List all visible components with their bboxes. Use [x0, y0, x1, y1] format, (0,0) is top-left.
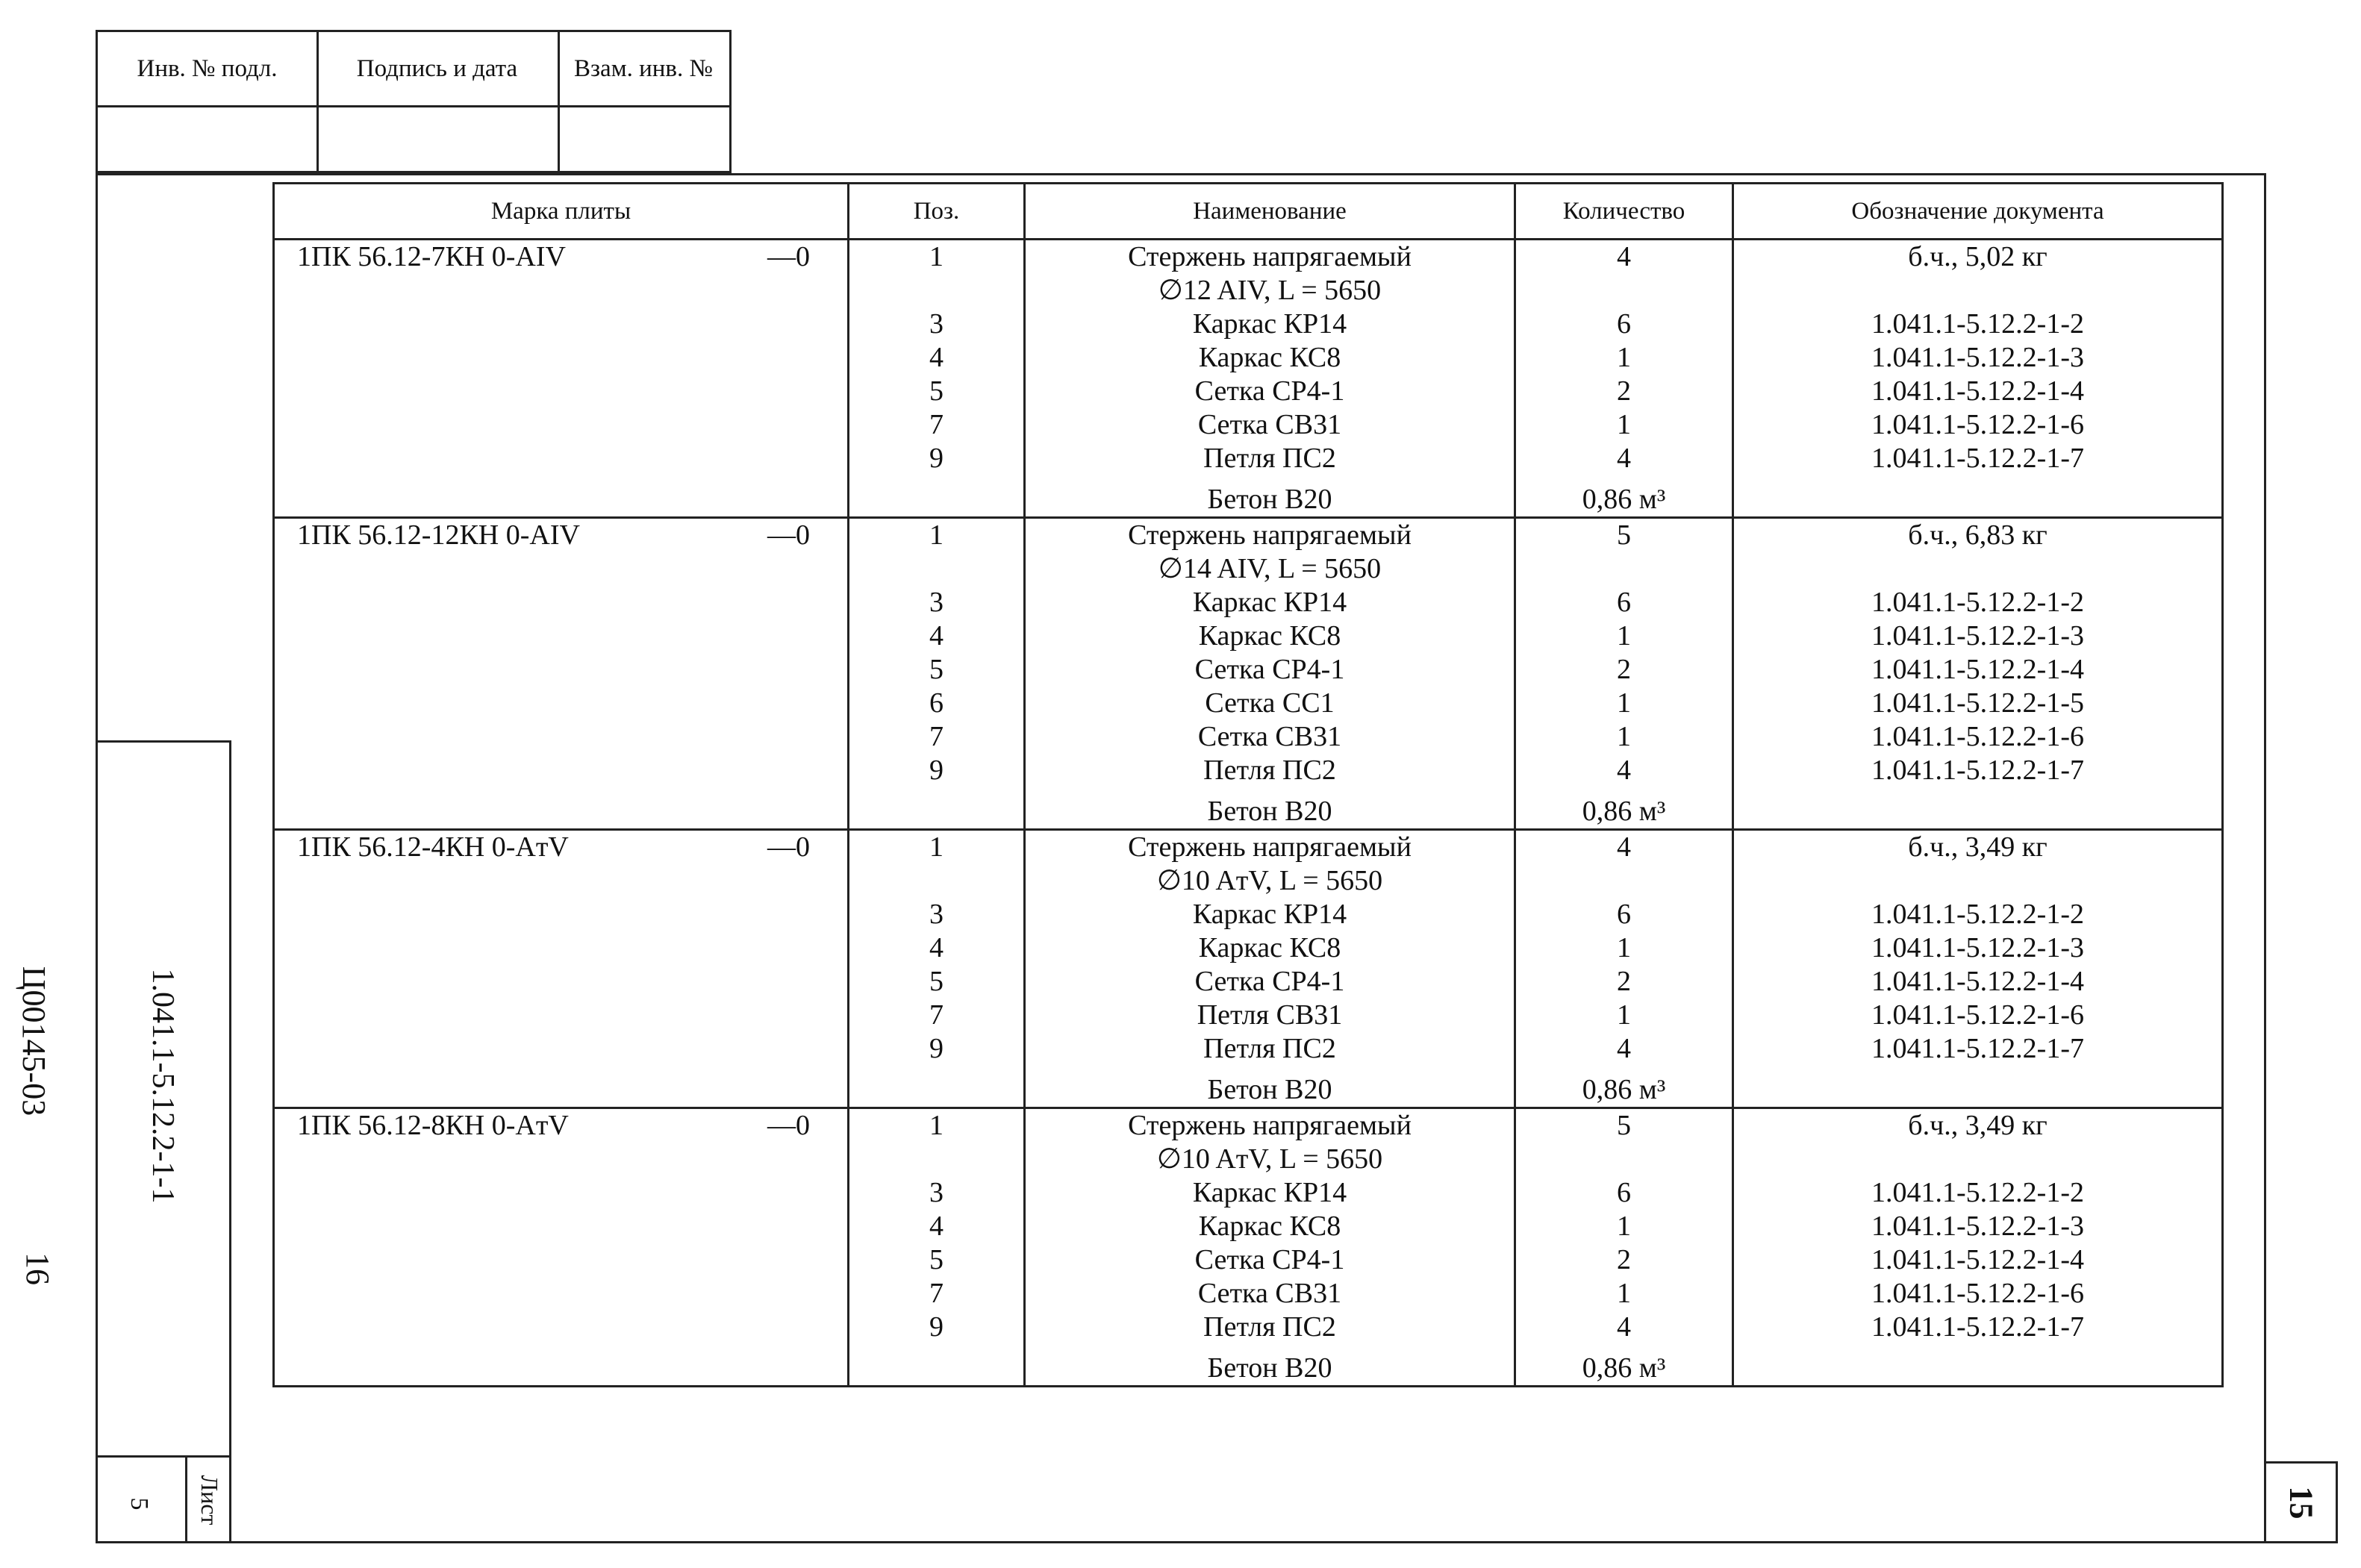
item-name: Сетка СР4-1 [1194, 375, 1345, 407]
document-ref: 1.041.1-5.12.2-1-4 [1871, 375, 2084, 407]
item-name: Каркас КР14 [1192, 587, 1347, 618]
item-quantity [1516, 552, 1732, 586]
stamp-col-signature [316, 32, 560, 175]
item-quantity: 5 [1617, 519, 1631, 551]
header-position: Поз. [849, 184, 1025, 240]
document-ref: 1.041.1-5.12.2-1-7 [1871, 1311, 2084, 1343]
item-name: Каркас КР14 [1192, 1177, 1347, 1208]
side-sheet-label: Лист [196, 1475, 223, 1525]
position: 9 [929, 1033, 944, 1064]
item-name: Каркас КС8 [1198, 932, 1341, 963]
position: 5 [929, 654, 944, 685]
item-name-cell [1025, 1108, 1515, 1387]
item-quantity: 1 [1617, 409, 1631, 440]
item-quantity: 4 [1617, 1033, 1631, 1064]
item-quantity [1516, 1143, 1732, 1176]
item-quantity: 4 [1617, 1311, 1631, 1343]
item-name: Каркас КР14 [1192, 899, 1347, 930]
position-cell [849, 240, 1025, 518]
document-ref: 1.041.1-5.12.2-1-3 [1871, 620, 2084, 652]
position-cell [849, 830, 1025, 1108]
position: 1 [929, 831, 944, 863]
item-name: Каркас КС8 [1198, 342, 1341, 373]
document-ref [1734, 274, 2221, 307]
position: 4 [929, 932, 944, 963]
item-quantity: 2 [1617, 654, 1631, 685]
header-document: Обозначение документа [1733, 184, 2223, 240]
table-row [274, 1108, 2223, 1387]
item-name-cell [1025, 240, 1515, 518]
slab-mark-suffix: —0 [767, 1110, 810, 1141]
item-quantity: 1 [1617, 687, 1631, 719]
frame-right-edge [2264, 173, 2266, 1543]
document-ref: 1.041.1-5.12.2-1-6 [1871, 721, 2084, 752]
item-quantity-cell [1515, 240, 1733, 518]
position: 4 [929, 1211, 944, 1242]
position-cell [849, 518, 1025, 830]
document-ref: 1.041.1-5.12.2-1-6 [1871, 999, 2084, 1031]
item-quantity: 1 [1617, 999, 1631, 1031]
item-name-concrete: Бетон В20 [1207, 484, 1332, 515]
table-header-row [274, 184, 2223, 240]
item-quantity: 5 [1617, 1110, 1631, 1141]
document-ref: б.ч., 3,49 кг [1908, 1110, 2047, 1141]
item-quantity-concrete: 0,86 м³ [1582, 1074, 1666, 1105]
position: 1 [929, 1110, 944, 1141]
item-name-concrete: Бетон В20 [1207, 796, 1332, 827]
document-ref-cell [1733, 830, 2223, 1108]
item-name-cell [1025, 830, 1515, 1108]
item-quantity: 1 [1617, 1211, 1631, 1242]
slab-mark: 1ПК 56.12-7КН 0-AIV [297, 241, 566, 272]
item-name: Каркас КР14 [1192, 308, 1347, 340]
item-quantity: 6 [1617, 899, 1631, 930]
item-quantity: 1 [1617, 932, 1631, 963]
item-name: Петля СВ31 [1197, 999, 1343, 1031]
item-name: Сетка СВ31 [1197, 721, 1342, 752]
position: 7 [929, 409, 944, 440]
blank-line [849, 483, 1023, 516]
side-doc-code-cell [96, 743, 231, 1458]
position: 9 [929, 443, 944, 474]
page-number: 15 [2283, 1486, 2319, 1519]
position: 4 [929, 342, 944, 373]
stamp-col-replacement [558, 32, 729, 175]
item-name-concrete: Бетон В20 [1207, 1074, 1332, 1105]
item-quantity: 6 [1617, 308, 1631, 340]
document-ref: 1.041.1-5.12.2-1-6 [1871, 1278, 2084, 1309]
slab-mark-cell [274, 830, 849, 1108]
blank-line [849, 1073, 1023, 1107]
item-quantity: 2 [1617, 1244, 1631, 1275]
blank-line [849, 795, 1023, 828]
document-ref: 1.041.1-5.12.2-1-7 [1871, 1033, 2084, 1064]
document-ref: 1.041.1-5.12.2-1-6 [1871, 409, 2084, 440]
blank-line [849, 1352, 1023, 1385]
specification-table [272, 182, 2224, 1387]
table-row [274, 518, 2223, 830]
item-quantity: 6 [1617, 1177, 1631, 1208]
side-sheet-number: 5 [125, 1497, 153, 1511]
document-ref: 1.041.1-5.12.2-1-3 [1871, 932, 2084, 963]
document-ref: б.ч., 3,49 кг [1908, 831, 2047, 863]
slab-mark-cell [274, 1108, 849, 1387]
item-quantity-concrete: 0,86 м³ [1582, 796, 1666, 827]
item-quantity: 4 [1617, 443, 1631, 474]
slab-mark: 1ПК 56.12-12КН 0-AIV [297, 519, 580, 551]
document-ref: 1.041.1-5.12.2-1-2 [1871, 1177, 2084, 1208]
position [849, 864, 1023, 898]
document-ref: 1.041.1-5.12.2-1-4 [1871, 966, 2084, 997]
blank-line [1734, 483, 2221, 516]
item-name-cell [1025, 518, 1515, 830]
item-name: Сетка СР4-1 [1194, 966, 1345, 997]
document-ref [1734, 1143, 2221, 1176]
position: 3 [929, 587, 944, 618]
item-quantity: 4 [1617, 241, 1631, 272]
slab-mark: 1ПК 56.12-4КН 0-AтV [297, 831, 569, 863]
item-quantity-cell [1515, 1108, 1733, 1387]
item-quantity: 6 [1617, 587, 1631, 618]
side-sheet-label-cell [185, 1455, 234, 1543]
table-row [274, 830, 2223, 1108]
item-quantity: 2 [1617, 375, 1631, 407]
slab-mark: 1ПК 56.12-8КН 0-AтV [297, 1110, 569, 1141]
blank-line [1734, 1073, 2221, 1107]
item-name: Стержень напрягаемый [1128, 1110, 1412, 1141]
position: 7 [929, 721, 944, 752]
item-quantity-concrete: 0,86 м³ [1582, 484, 1666, 515]
document-ref-cell [1733, 240, 2223, 518]
item-quantity [1516, 864, 1732, 898]
page-number-box [2266, 1461, 2338, 1543]
document-ref: 1.041.1-5.12.2-1-3 [1871, 342, 2084, 373]
item-name: Сетка СР4-1 [1194, 1244, 1345, 1275]
document-ref-cell [1733, 518, 2223, 830]
table-row [274, 240, 2223, 518]
position: 4 [929, 620, 944, 652]
item-name: Петля ПС2 [1203, 1311, 1336, 1343]
item-name: Стержень напрягаемый [1128, 519, 1412, 551]
slab-mark-cell [274, 518, 849, 830]
item-name: Сетка СС1 [1205, 687, 1335, 719]
position [849, 1143, 1023, 1176]
position: 5 [929, 1244, 944, 1275]
position: 1 [929, 519, 944, 551]
stamp-header-signature: Подпись и дата [316, 32, 558, 107]
stamp-header-inventory: Инв. № подл. [98, 32, 316, 107]
position [849, 274, 1023, 307]
item-quantity: 4 [1617, 831, 1631, 863]
document-ref-cell [1733, 1108, 2223, 1387]
document-ref: 1.041.1-5.12.2-1-2 [1871, 587, 2084, 618]
document-ref: 1.041.1-5.12.2-1-2 [1871, 308, 2084, 340]
position: 3 [929, 308, 944, 340]
position: 9 [929, 755, 944, 786]
item-name-concrete: Бетон В20 [1207, 1352, 1332, 1384]
position: 9 [929, 1311, 944, 1343]
document-ref: 1.041.1-5.12.2-1-7 [1871, 755, 2084, 786]
item-name: Сетка СВ31 [1197, 1278, 1342, 1309]
side-doc-code: 1.041.1-5.12.2-1-1 [146, 968, 180, 1204]
blank-line [1734, 795, 2221, 828]
document-ref: 1.041.1-5.12.2-1-4 [1871, 1244, 2084, 1275]
item-quantity: 1 [1617, 1278, 1631, 1309]
position: 5 [929, 375, 944, 407]
stamp-col-inventory [98, 32, 319, 175]
stamp-header-replacement: Взам. инв. № [558, 32, 729, 107]
position: 5 [929, 966, 944, 997]
position: 7 [929, 999, 944, 1031]
position: 1 [929, 241, 944, 272]
position: 6 [929, 687, 944, 719]
item-quantity: 2 [1617, 966, 1631, 997]
document-ref: б.ч., 6,83 кг [1908, 519, 2047, 551]
side-title-block [96, 740, 231, 1543]
item-name: Каркас КС8 [1198, 620, 1341, 652]
frame-bottom-edge [96, 1541, 2266, 1543]
item-name: Каркас КС8 [1198, 1211, 1341, 1242]
document-ref: б.ч., 5,02 кг [1908, 241, 2047, 272]
header-quantity: Количество [1515, 184, 1733, 240]
slab-mark-suffix: —0 [767, 519, 810, 551]
item-quantity-cell [1515, 518, 1733, 830]
position [849, 552, 1023, 586]
item-name: Стержень напрягаемый [1128, 831, 1412, 863]
item-quantity-cell [1515, 830, 1733, 1108]
document-ref: 1.041.1-5.12.2-1-3 [1871, 1211, 2084, 1242]
slab-mark-suffix: —0 [767, 831, 810, 863]
header-name: Наименование [1025, 184, 1515, 240]
item-quantity: 4 [1617, 755, 1631, 786]
document-ref [1734, 864, 2221, 898]
document-ref [1734, 552, 2221, 586]
item-name: Петля ПС2 [1203, 755, 1336, 786]
item-name: ∅14 AIV, L = 5650 [1158, 553, 1382, 584]
archive-page: 16 [19, 1252, 56, 1285]
document-ref: 1.041.1-5.12.2-1-4 [1871, 654, 2084, 685]
document-ref: 1.041.1-5.12.2-1-7 [1871, 443, 2084, 474]
item-name: Сетка СР4-1 [1194, 654, 1345, 685]
blank-line [1734, 1352, 2221, 1385]
position: 3 [929, 1177, 944, 1208]
position: 7 [929, 1278, 944, 1309]
position: 3 [929, 899, 944, 930]
document-ref: 1.041.1-5.12.2-1-2 [1871, 899, 2084, 930]
item-name: Петля ПС2 [1203, 443, 1336, 474]
item-name: ∅10 AтV, L = 5650 [1156, 865, 1383, 896]
item-name: Стержень напрягаемый [1128, 241, 1412, 272]
item-quantity: 1 [1617, 721, 1631, 752]
document-ref: 1.041.1-5.12.2-1-5 [1871, 687, 2084, 719]
item-quantity-concrete: 0,86 м³ [1582, 1352, 1666, 1384]
item-quantity: 1 [1617, 620, 1631, 652]
header-mark: Марка плиты [274, 184, 849, 240]
item-quantity: 1 [1617, 342, 1631, 373]
item-name: ∅12 AIV, L = 5650 [1158, 275, 1382, 306]
slab-mark-cell [274, 240, 849, 518]
slab-mark-suffix: —0 [767, 241, 810, 272]
item-quantity [1516, 274, 1732, 307]
approval-stamp [96, 30, 732, 173]
item-name: Сетка СВ31 [1197, 409, 1342, 440]
item-name: Петля ПС2 [1203, 1033, 1336, 1064]
archive-code: Ц00145-03 [16, 966, 52, 1116]
position-cell [849, 1108, 1025, 1387]
item-name: ∅10 AтV, L = 5650 [1156, 1143, 1383, 1175]
